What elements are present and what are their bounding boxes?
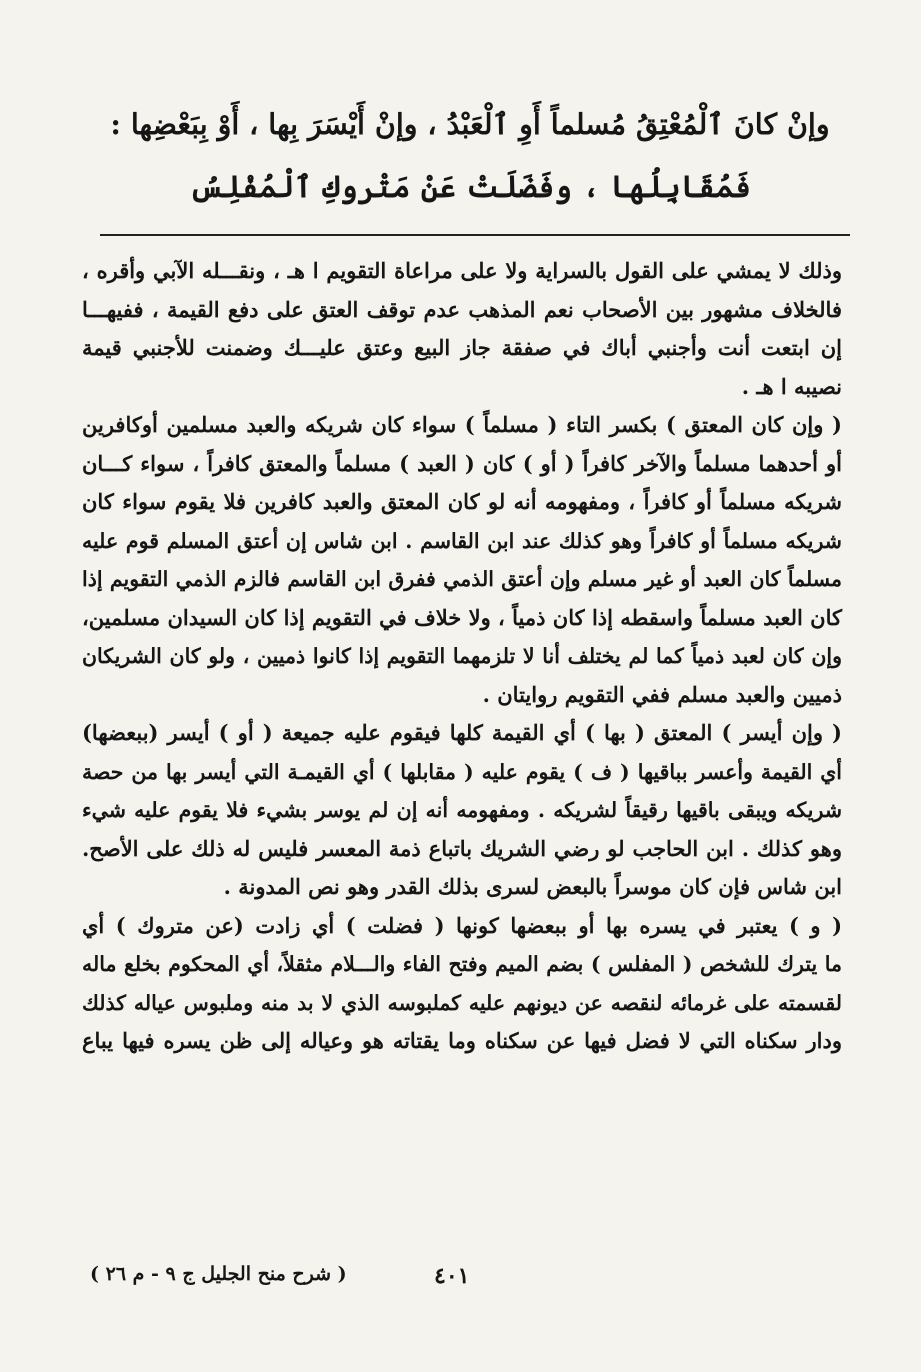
matn-line-2: فَمُقَابِلُها ، وفَضَلَتْ عَنْ مَتْروكِ ٱلْمُفْلِسُ — [189, 170, 751, 205]
matn-line-1: وإنْ كانَ ٱلْمُعْتِقُ مُسلماً أَوِ ٱلْعَبْدُ ، وإنْ أَيْسَرَ بِها ، أَوْ بِبَعْضِها : — [110, 107, 830, 141]
text-line: شريكه ويبقى باقيها رقيقاً لشريكه . ومفهومه أنه إن لم يوسر بشيء فلا يقوم عليه شيء — [82, 798, 842, 822]
text-line: شريكه مسلماً أو كافراً ، ومفهومه أنه لو كان المعتق والعبد كافرين فلا يقوم سواء كان — [82, 489, 842, 514]
text-line: إن ابتعت أنت وأجنبي أباك في صفقة جاز البيع وعتق عليـــك وضمنت للأجنبي قيمة — [82, 335, 842, 360]
commentary-paragraph — [82, 406, 842, 714]
signature-mark: ( شرح منح الجليل ج ٩ - م ٢٦ ) — [90, 1263, 347, 1285]
page-footer — [82, 1263, 842, 1299]
text-line: كان العبد مسلماً واسقطه إذا كان ذمياً ، ولا خلاف في التقويم إذا كان السيدان مسلمين، — [82, 604, 842, 630]
text-line: مسلماً كان العبد أو غير مسلم وإن أعتق الذمي ففرق ابن القاسم فالزم الذمي التقويم إذا — [82, 567, 842, 591]
text-line: ودار سكناه التي لا فضل فيها عن سكناه وما يقتاته هو وعياله إلى ظن يسره فيها يباع — [82, 1028, 842, 1053]
text-line: فالخلاف مشهور بين الأصحاب نعم المذهب عدم توقف العتق على دفع القيمة ، ففيهـــا — [82, 296, 842, 322]
separator-rule — [100, 234, 850, 236]
text-line: أي القيمة وأعسر بباقيها ( ف ) يقوم عليه ( مقابلها ) أي القيمـة التي أيسر بها من حصة — [82, 759, 842, 784]
commentary-paragraph — [82, 252, 842, 406]
text-line: لقسمته على غرمائه لنقصه عن ديونهم عليه كملبوسه الذي لا بد منه وملبوس عياله كذلك — [82, 990, 842, 1015]
text-line: ( وإن كان المعتق ) بكسر التاء ( مسلماً ) سواء كان شريكه والعبد مسلمين أوكافرين — [82, 412, 842, 437]
commentary-body — [82, 252, 842, 1061]
page-number: ٤٠١ — [434, 1263, 470, 1289]
text-line: وإن كان لعبد ذمياً كما لم يختلف أنا لا تلزمهما التقويم إذا كانوا ذميين ، ولو كان الشريكان — [82, 644, 842, 668]
text-line: ( وإن أيسر ) المعتق ( بها ) أي القيمة كلها فيقوم عليه جميعة ( أو ) أيسر (ببعضها) — [82, 720, 842, 745]
text-line: ( و ) يعتبر في يسره بها أو ببعضها كونها ( فضلت ) أي زادت (عن متروك ) أي — [82, 912, 842, 938]
matn-heading — [110, 92, 830, 220]
commentary-paragraph — [82, 714, 842, 907]
text-line: شريكه مسلماً أو كافراً وهو كذلك عند ابن القاسم . ابن شاس إن أعتق المسلم قوم عليه — [82, 528, 842, 553]
text-line: ذميين والعبد مسلم ففي التقويم روايتان . — [482, 681, 842, 707]
text-line: وهو كذلك . ابن الحاجب لو رضي الشريك باتباع ذمة المعسر فليس له ذلك على الأصح. — [82, 835, 842, 861]
text-line: ما يترك للشخص ( المفلس ) بضم الميم وفتح الفاء والـــلام مثقلاً، أي المحكوم بخلع ماله — [82, 952, 842, 976]
text-line: وذلك لا يمشي على القول بالسراية ولا على مراعاة التقويم ا هـ ، ونقـــله الآبي وأقره ، — [82, 258, 842, 283]
text-line: ابن شاس فإن كان موسراً بالبعض لسرى بذلك القدر وهو نص المدونة . — [223, 874, 842, 899]
commentary-paragraph — [82, 907, 842, 1061]
text-line: أو أحدهما مسلماً والآخر كافراً ( أو ) كان ( العبد ) مسلماً والمعتق كافراً ، سواء كـــان — [82, 450, 842, 476]
text-line: نصيبه ا هـ . — [741, 373, 842, 399]
